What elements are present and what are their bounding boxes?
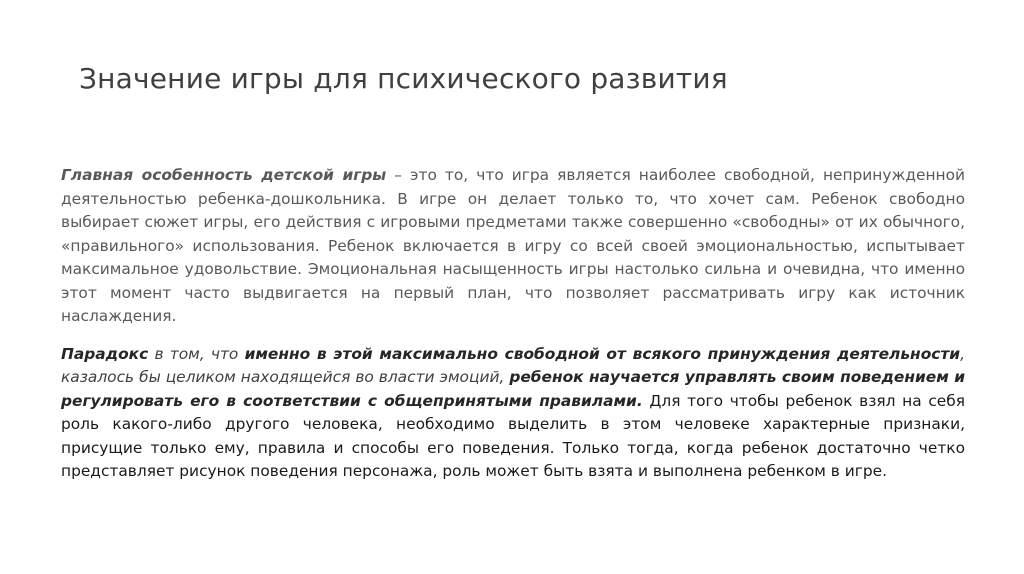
paragraph-main-feature-text: – это то, что игра является наиболее свободной, непринужденной деятельностью ребенка-дошкольника. В игре он делает только то, что хочет сам. Ребенок свободно выбирает сюжет игры, его действия с игровыми предметами также совершенно «свободны» от их обычного, «правильного» использования. Ребенок включается в игру со всей своей эмоциональностью, испытывает максимальное удовольствие. Эмоциональная насыщенность игры настолько сильна и очевидна, что именно этот момент часто выдвигается на первый план, что позволяет рассматривать игру как источник наслаждения. [61,166,965,325]
paradox-term: Парадокс [61,344,149,363]
paradox-free-activity: именно в этой максимально свободной от всякого принуждения деятельности [244,344,961,363]
paradox-role-text: Для того чтобы ребенок взял на себя роль какого-либо другого человека, необходимо выделить в этом человеке характерные признаки, присущие только ему, правила и способы его поведения. Только тогда, когда ребенок достаточно четко представляет рисунок поведения персонажа, роль может быть взята и выполнена ребенком в игре. [61,391,965,480]
paradox-emotions: , казалось бы целиком находящейся во власти эмоций, [61,344,965,386]
paradox-connector: в том, что [148,344,245,363]
paradox-self-regulation: ребенок научается управлять своим поведением и регулировать его в соответствии с общепринятыми правилами. [61,368,965,410]
paragraph-main-feature-lead: Главная особенность детской игры [61,166,387,184]
slide-body [61,164,965,484]
slide-title: Значение игры для психического развития [79,62,728,95]
paragraph-main-feature [61,164,965,329]
paragraph-paradox [61,343,965,484]
